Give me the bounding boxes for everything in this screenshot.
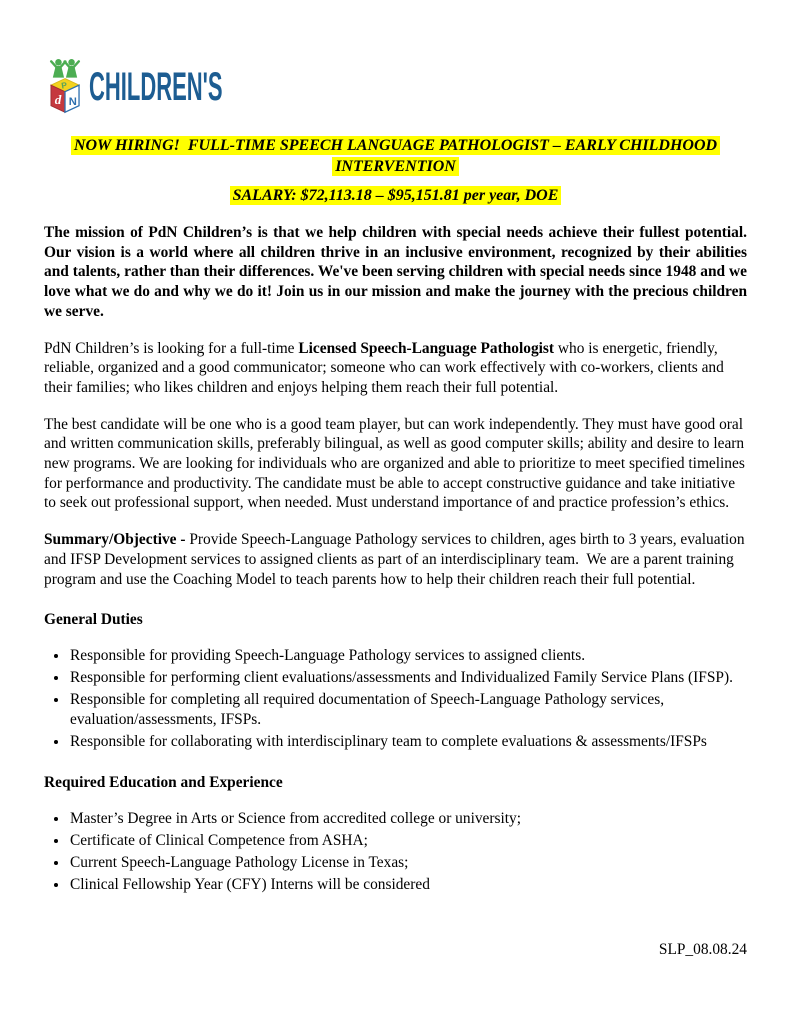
intro-paragraph xyxy=(44,339,747,398)
candidate-paragraph: The best candidate will be one who is a good team player, but can work independently. They must have good oral and written communication skills, preferably bilingual, as well as good computer skills; ability and desire to learn new programs. We are looking for individuals who are organized and able to prioritize to meet specified timelines for performance and productivity. The candidate must be able to accept constructive guidance and take initiative to seek out professional support, when needed. Must understand importance of and practice profession’s ethics. xyxy=(44,415,749,512)
summary-label: Summary/Objective - xyxy=(44,531,190,549)
svg-text:d: d xyxy=(54,91,62,107)
headline-line1: NOW HIRING! FULL-TIME SPEECH LANGUAGE PATHOLOGIST – EARLY CHILDHOOD xyxy=(71,136,720,155)
list-item: • Clinical Fellowship Year (CFY) Interns will be considered xyxy=(69,875,747,895)
list-item: • Master’s Degree in Arts or Science from accredited college or university; xyxy=(69,809,747,829)
summary-paragraph xyxy=(44,530,747,589)
job-title-headline xyxy=(44,135,747,177)
salary-line-wrap xyxy=(44,185,747,206)
document-reference: SLP_08.08.24 xyxy=(658,941,747,958)
headline-line2: INTERVENTION xyxy=(332,157,459,176)
intro-text-pre: PdN Children’s is looking for a full-time xyxy=(44,339,299,357)
list-item: • Current Speech-Language Pathology License in Texas; xyxy=(69,853,747,873)
list-item: • Responsible for providing Speech-Language Pathology services to assigned clients. xyxy=(69,646,747,666)
intro-text-post: who is energetic, friendly, reliable, organized and a good communicator; someone who can work effectively with co-workers, clients and their families; who likes children and enjoys helping them reach their full potential. xyxy=(44,339,728,396)
general-duties-list xyxy=(44,646,747,752)
summary-text: Provide Speech-Language Pathology services to children, ages birth to 3 years, evaluation and IFSP Development services to assigned clients as part of an interdisciplinary team. We are a parent training program and use the Coaching Model to teach parents how to help their children reach their full potential. xyxy=(44,531,749,588)
list-item: • Responsible for completing all required documentation of Speech-Language Pathology services, evaluation/assessments, IFSPs. xyxy=(69,690,747,729)
svg-text:P: P xyxy=(60,79,68,91)
company-logo xyxy=(44,57,747,117)
document-body xyxy=(44,223,751,895)
section-heading-general-duties: General Duties xyxy=(44,611,143,629)
section-heading-required-education: Required Education and Experience xyxy=(44,773,283,791)
intro-bold-title: Licensed Speech-Language Pathologist xyxy=(298,339,555,357)
pdn-blocks-icon xyxy=(44,58,86,116)
svg-text:N: N xyxy=(68,95,77,108)
required-education-list xyxy=(44,809,747,895)
list-item: • Responsible for collaborating with interdisciplinary team to complete evaluations & assessments/IFSPs xyxy=(69,732,747,752)
salary-line: SALARY: $72,113.18 – $95,151.81 per year, DOE xyxy=(230,186,562,205)
list-item: • Responsible for performing client evaluations/assessments and Individualized Family Service Plans (IFSP). xyxy=(69,668,747,688)
list-item: • Certificate of Clinical Competence from ASHA; xyxy=(69,831,747,851)
mission-paragraph: The mission of PdN Children’s is that we help children with special needs achieve their fullest potential. Our vision is a world where all children thrive in an inclusive environment, recognized by their abilities and talents, rather than their differences. We've been serving children with special needs since 1948 and we love what we do and why we do it! Join us in our mission and make the journey with the precious children we serve. xyxy=(44,224,751,320)
brand-wordmark: CHILDREN'S xyxy=(89,65,223,109)
